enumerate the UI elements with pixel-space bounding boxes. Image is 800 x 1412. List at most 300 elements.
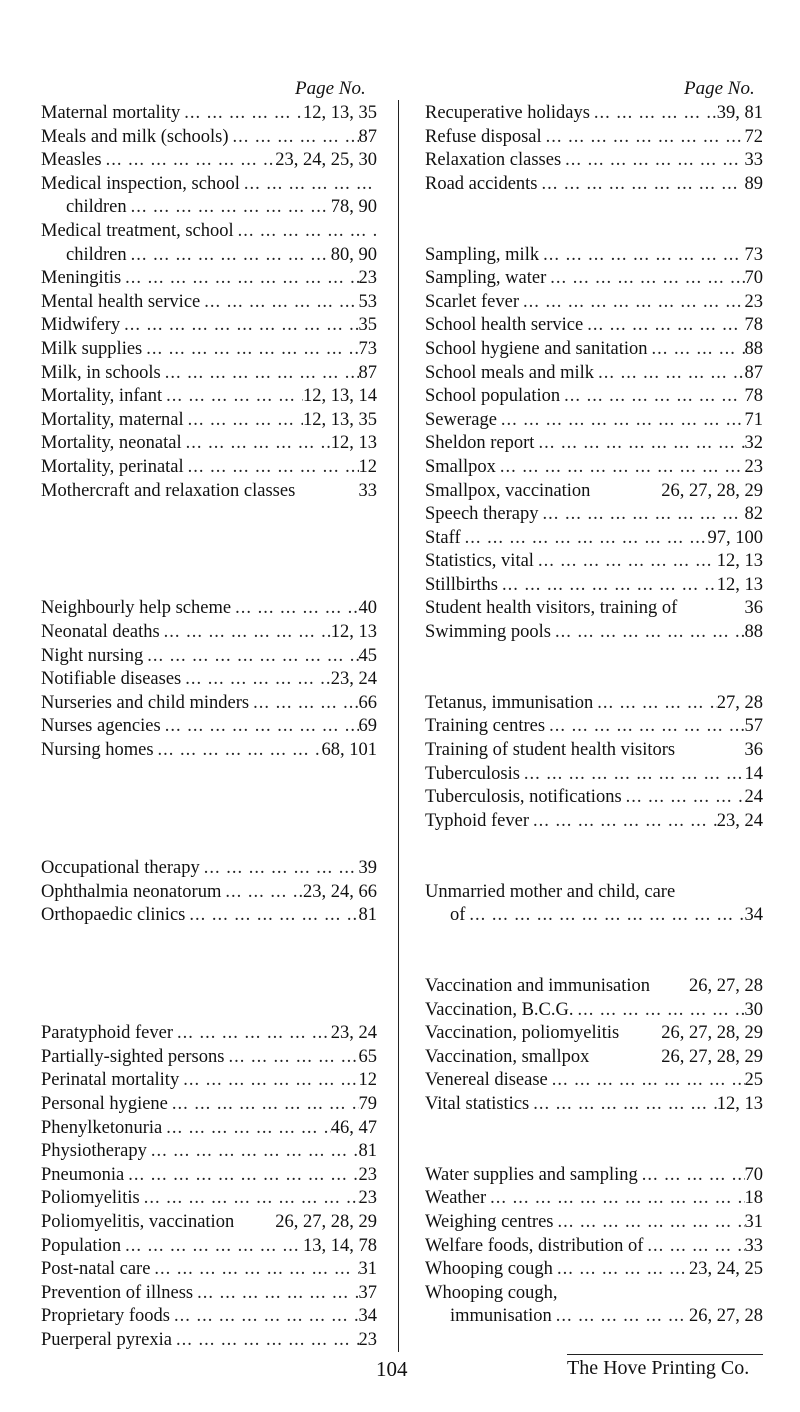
entry-term: Mothercraft and relaxation classes [41, 480, 296, 501]
entry-term: Mortality, neonatal [41, 433, 182, 454]
entry-pages: 12, 13 [330, 433, 377, 454]
entry-term: School meals and milk [425, 362, 595, 383]
index-entry [425, 763, 763, 787]
entry-pages: 88 [744, 338, 763, 359]
leader-dots [675, 881, 763, 905]
entry-pages: 36 [744, 740, 763, 761]
entry-term: School health service [425, 315, 584, 336]
index-entry [41, 597, 377, 621]
section-gap [425, 1140, 763, 1164]
entry-pages: 23 [744, 456, 763, 477]
entry-pages: 81 [358, 905, 377, 926]
page-no-header: Page No. [295, 78, 366, 99]
entry-term: Recuperative holidays [425, 103, 590, 123]
entry-term: Paratyphoid fever [41, 1023, 174, 1044]
index-entry [41, 362, 377, 386]
index-entry [425, 149, 763, 173]
entry-pages: 78 [744, 386, 763, 407]
index-entry [425, 810, 763, 834]
leader-dots [496, 456, 745, 480]
leader-dots [622, 786, 745, 810]
entry-pages: 12 [358, 1070, 377, 1091]
leader-dots [486, 1187, 744, 1211]
entry-pages: 87 [358, 126, 377, 147]
entry-pages: 23, 24, 66 [303, 881, 377, 902]
entry-term: Sampling, water [425, 268, 547, 289]
entry-pages: 79 [358, 1093, 377, 1114]
entry-pages: 34 [744, 905, 763, 926]
section-gap [41, 527, 377, 551]
leader-dots [539, 503, 745, 527]
leader-dots [538, 173, 745, 197]
leader-dots [184, 456, 359, 480]
entry-term: Mortality, maternal [41, 409, 184, 430]
entry-pages: 70 [744, 268, 763, 289]
leader-dots [647, 338, 744, 362]
entry-term: Tuberculosis [425, 763, 520, 784]
index-entry [425, 527, 763, 551]
entry-pages: 23 [358, 1188, 377, 1209]
index-entry [41, 480, 377, 504]
section-gap [41, 999, 377, 1023]
entry-pages: 70 [744, 1164, 763, 1185]
index-entry [41, 1164, 377, 1188]
section-gap [41, 550, 377, 574]
entry-term: Sewerage [425, 409, 497, 430]
entry-term: Unmarried mother and child, care [425, 881, 676, 902]
entry-pages: 46, 47 [330, 1117, 377, 1138]
leader-dots [534, 550, 717, 574]
leader-dots [170, 1305, 359, 1329]
section-gap [41, 574, 377, 598]
leader-dots [548, 1069, 745, 1093]
index-entry [41, 1069, 377, 1093]
entry-pages: 32 [744, 433, 763, 454]
leader-dots [498, 574, 717, 598]
leader-dots [120, 314, 358, 338]
entry-term: Physiotherapy [41, 1141, 147, 1162]
entry-term: Swimming pools [425, 622, 551, 643]
entry-term: Staff [425, 527, 461, 548]
entry-pages: 24 [744, 787, 763, 808]
index-entry [41, 1235, 377, 1259]
leader-dots [249, 692, 358, 716]
entry-pages: 73 [744, 244, 763, 265]
index-entry [425, 550, 763, 574]
index-entry [425, 975, 763, 999]
entry-term: Orthopaedic clinics [41, 905, 186, 926]
leader-dots [231, 597, 358, 621]
entry-term: Speech therapy [425, 504, 539, 525]
index-entry [425, 267, 763, 291]
index-entry [41, 621, 377, 645]
index-entry [41, 220, 377, 244]
index-entry [425, 597, 763, 621]
entry-term: Prevention of illness [41, 1282, 194, 1303]
entry-term: Nursing homes [41, 740, 154, 761]
leader-dots [465, 904, 744, 928]
section-gap [41, 928, 377, 952]
leader-dots [529, 810, 717, 834]
entry-pages: 65 [358, 1046, 377, 1067]
section-gap [425, 196, 763, 220]
entry-pages: 40 [358, 598, 377, 619]
entry-pages: 23, 24 [330, 1023, 377, 1044]
entry-term: Tuberculosis, notifications [425, 787, 622, 808]
leader-dots [497, 409, 745, 433]
entry-pages: 23, 24 [716, 810, 763, 831]
entry-pages: 23 [358, 1329, 377, 1350]
entry-pages: 26, 27, 28 [689, 975, 763, 996]
leader-dots [154, 739, 322, 763]
entry-pages: 87 [358, 362, 377, 383]
entry-term: Vaccination, B.C.G. [425, 999, 574, 1020]
entry-term: Medical inspection, school [41, 173, 240, 194]
entry-term: Neonatal deaths [41, 622, 160, 643]
index-entry [41, 1117, 377, 1141]
entry-pages: 12, 13 [716, 574, 763, 595]
index-entry [41, 645, 377, 669]
entry-pages: 69 [358, 716, 377, 737]
entry-term: Poliomyelitis [41, 1188, 140, 1209]
index-list-right [425, 102, 763, 1329]
entry-pages: 87 [744, 362, 763, 383]
leader-dots [102, 149, 276, 173]
leader-dots [542, 126, 745, 150]
index-entry [425, 362, 763, 386]
leader-dots [529, 1093, 717, 1117]
entry-term: Vaccination, poliomyelitis [425, 1023, 620, 1044]
entry-pages: 33 [744, 1235, 763, 1256]
leader-dots [193, 1282, 358, 1306]
leader-dots [519, 291, 745, 315]
entry-term: Scarlet fever [425, 291, 519, 312]
entry-term: Student health visitors, training of [425, 598, 678, 619]
leader-dots [551, 621, 745, 645]
entry-pages: 78 [744, 315, 763, 336]
entry-term: Whooping cough [425, 1259, 553, 1280]
page-number: 104 [376, 1357, 408, 1381]
section-gap [41, 951, 377, 975]
entry-term: Whooping cough, [425, 1282, 558, 1303]
index-entry [425, 786, 763, 810]
index-entry [41, 1140, 377, 1164]
leader-dots [461, 527, 708, 551]
entry-term: Stillbirths [425, 574, 498, 595]
leader-dots [127, 196, 331, 220]
entry-pages: 72 [744, 126, 763, 147]
section-gap [425, 857, 763, 881]
leader-dots [534, 432, 744, 456]
entry-pages: 23 [358, 268, 377, 289]
entry-term: Weighing centres [425, 1211, 554, 1232]
entry-term: Vaccination, smallpox [425, 1046, 590, 1067]
section-gap [425, 928, 763, 952]
index-entry [41, 1211, 377, 1235]
entry-pages: 12, 13 [716, 551, 763, 572]
entry-term: Maternal mortality [41, 103, 181, 123]
index-entry [425, 881, 763, 905]
section-gap [425, 951, 763, 975]
index-entry [425, 1164, 763, 1188]
entry-term: Vaccination and immunisation [425, 975, 651, 996]
leader-dots [182, 432, 331, 456]
index-entry [425, 409, 763, 433]
index-entry [425, 244, 763, 268]
index-entry [41, 1329, 377, 1353]
leader-dots [200, 291, 358, 315]
entry-term: Refuse disposal [425, 126, 542, 147]
leader-dots [677, 597, 744, 621]
leader-dots [638, 1164, 745, 1188]
entry-term: Water supplies and sampling [425, 1164, 638, 1185]
index-entry [41, 1046, 377, 1070]
leader-dots [185, 904, 358, 928]
entry-term: Puerperal pyrexia [41, 1329, 172, 1350]
leader-dots [179, 1069, 358, 1093]
entry-pages: 26, 27, 28, 29 [661, 480, 763, 501]
section-gap [425, 833, 763, 857]
index-entry [41, 1258, 377, 1282]
leader-dots [619, 1022, 661, 1046]
entry-term: Vital statistics [425, 1093, 530, 1114]
index-entry [425, 715, 763, 739]
entry-term: Relaxation classes [425, 150, 562, 171]
entry-term: Nurseries and child minders [41, 692, 250, 713]
entry-pages: 39, 81 [716, 103, 763, 123]
entry-term: Venereal disease [425, 1070, 548, 1091]
index-entry [425, 1093, 763, 1117]
entry-pages: 31 [744, 1211, 763, 1232]
leader-dots [594, 362, 744, 386]
entry-term: Welfare foods, distribution of [425, 1235, 644, 1256]
section-gap [425, 220, 763, 244]
leader-dots [142, 338, 358, 362]
entry-pages: 12, 13 [330, 622, 377, 643]
entry-pages: 35 [358, 315, 377, 336]
entry-term: Poliomyelitis, vaccination [41, 1211, 235, 1232]
entry-pages: 34 [358, 1306, 377, 1327]
leader-dots [675, 739, 744, 763]
entry-term: Post-natal care [41, 1259, 151, 1280]
entry-term: Typhoid fever [425, 810, 530, 831]
entry-term: Milk supplies [41, 338, 143, 359]
leader-dots [593, 692, 716, 716]
entry-pages: 23, 24 [330, 669, 377, 690]
entry-pages: 88 [744, 622, 763, 643]
leader-dots [561, 149, 744, 173]
index-entry [41, 904, 377, 928]
leader-dots [589, 1046, 661, 1070]
entry-term: Meningitis [41, 268, 122, 289]
entry-term: immunisation [450, 1306, 552, 1327]
entry-pages: 53 [358, 291, 377, 312]
index-entry [425, 1069, 763, 1093]
entry-term: Statistics, vital [425, 551, 534, 572]
entry-pages: 12 [358, 456, 377, 477]
entry-term: Training centres [425, 716, 546, 737]
index-entry [41, 1093, 377, 1117]
leader-dots [143, 645, 358, 669]
leader-dots [553, 1258, 689, 1282]
page-no-header: Page No. [684, 78, 755, 99]
entry-term: Mental health service [41, 291, 201, 312]
entry-term: Sampling, milk [425, 244, 540, 265]
index-entry [41, 692, 377, 716]
leader-dots [168, 1093, 359, 1117]
entry-term: children [66, 244, 127, 265]
leader-dots [643, 1235, 744, 1259]
entry-pages: 27, 28 [716, 692, 763, 713]
entry-term: Smallpox, vaccination [425, 480, 591, 501]
index-entry [425, 173, 763, 197]
index-entry [425, 999, 763, 1023]
printer-credit: The Hove Printing Co. [567, 1357, 750, 1379]
index-entry [425, 456, 763, 480]
entry-pages: 23, 24, 25 [689, 1259, 763, 1280]
entry-pages: 23, 24, 25, 30 [275, 150, 377, 171]
index-entry [425, 904, 763, 928]
index-entry [41, 149, 377, 173]
entry-pages: 12, 13, 35 [303, 409, 377, 430]
entry-pages: 37 [358, 1282, 377, 1303]
leader-dots [180, 102, 303, 126]
leader-dots [552, 1305, 689, 1329]
entry-pages: 33 [358, 480, 377, 501]
leader-dots [295, 480, 358, 504]
printer-rule [567, 1354, 763, 1355]
index-entry [425, 314, 763, 338]
entry-term: children [66, 197, 127, 218]
index-entry [41, 1187, 377, 1211]
leader-dots [162, 1117, 330, 1141]
leader-dots [229, 126, 359, 150]
entry-term: Partially-sighted persons [41, 1046, 225, 1067]
leader-dots [539, 244, 744, 268]
leader-dots [162, 385, 303, 409]
entry-pages: 26, 27, 28, 29 [275, 1211, 377, 1232]
leader-dots [590, 102, 717, 126]
leader-dots [121, 267, 358, 291]
entry-pages: 45 [358, 645, 377, 666]
leader-dots [140, 1187, 359, 1211]
entry-term: Weather [425, 1188, 487, 1209]
entry-pages: 30 [744, 999, 763, 1020]
entry-term: Phenylketonuria [41, 1117, 163, 1138]
entry-term: Neighbourly help scheme [41, 598, 232, 619]
entry-term: Notifiable diseases [41, 669, 182, 690]
index-entry [425, 432, 763, 456]
entry-pages: 12, 13, 35 [303, 103, 377, 123]
section-gap [425, 668, 763, 692]
section-gap [41, 786, 377, 810]
leader-dots [240, 173, 377, 197]
index-entry [425, 1046, 763, 1070]
index-entry [425, 338, 763, 362]
entry-term: Training of student health visitors [425, 740, 676, 761]
entry-pages: 80, 90 [330, 244, 377, 265]
leader-dots [650, 975, 689, 999]
entry-pages: 57 [744, 716, 763, 737]
section-gap [41, 975, 377, 999]
index-entry [425, 126, 763, 150]
column-divider [398, 100, 399, 1352]
entry-pages: 78, 90 [330, 197, 377, 218]
leader-dots [560, 385, 744, 409]
leader-dots [172, 1329, 359, 1353]
entry-term: Measles [41, 150, 102, 171]
entry-pages: 71 [744, 409, 763, 430]
entry-term: Meals and milk (schools) [41, 126, 229, 147]
entry-term: Nurses agencies [41, 716, 161, 737]
entry-term: School hygiene and sanitation [425, 338, 648, 359]
entry-term: Population [41, 1235, 122, 1256]
index-entry [41, 432, 377, 456]
leader-dots [181, 668, 331, 692]
entry-pages: 33 [744, 150, 763, 171]
entry-term: Sheldon report [425, 433, 535, 454]
leader-dots [200, 857, 359, 881]
entry-pages: 31 [358, 1259, 377, 1280]
leader-dots [121, 1235, 303, 1259]
index-entry [425, 692, 763, 716]
entry-pages: 39 [358, 858, 377, 878]
leader-dots [558, 1282, 763, 1306]
leader-dots [224, 1046, 358, 1070]
entry-pages: 18 [744, 1188, 763, 1209]
entry-term: School population [425, 386, 561, 407]
index-entry [425, 291, 763, 315]
entry-term: Night nursing [41, 645, 144, 666]
leader-dots [520, 763, 745, 787]
index-entry [41, 291, 377, 315]
entry-term: Occupational therapy [41, 858, 200, 878]
entry-pages: 89 [744, 173, 763, 194]
index-entry [425, 1022, 763, 1046]
leader-dots [160, 621, 331, 645]
index-entry [41, 385, 377, 409]
index-entry [425, 1187, 763, 1211]
index-entry [425, 739, 763, 763]
entry-term: Personal hygiene [41, 1093, 168, 1114]
index-entry [41, 715, 377, 739]
entry-pages: 12, 13, 14 [303, 386, 377, 407]
index-entry [41, 102, 377, 126]
section-gap [41, 810, 377, 834]
index-entry [41, 409, 377, 433]
leader-dots [161, 715, 359, 739]
leader-dots [546, 267, 744, 291]
leader-dots [173, 1022, 331, 1046]
index-entry [425, 1282, 763, 1306]
index-entry [41, 244, 377, 268]
leader-dots [150, 1258, 358, 1282]
index-entry [41, 739, 377, 763]
entry-pages: 26, 27, 28, 29 [661, 1023, 763, 1044]
leader-dots [590, 480, 661, 504]
index-entry [425, 574, 763, 598]
leader-dots [124, 1164, 358, 1188]
index-entry [425, 503, 763, 527]
section-gap [425, 1117, 763, 1141]
entry-pages: 73 [358, 338, 377, 359]
section-gap [41, 503, 377, 527]
entry-term: Tetanus, immunisation [425, 692, 594, 713]
index-entry [425, 1211, 763, 1235]
entry-term: Mortality, infant [41, 386, 163, 407]
entry-term: Mortality, perinatal [41, 456, 184, 477]
leader-dots [574, 999, 745, 1023]
